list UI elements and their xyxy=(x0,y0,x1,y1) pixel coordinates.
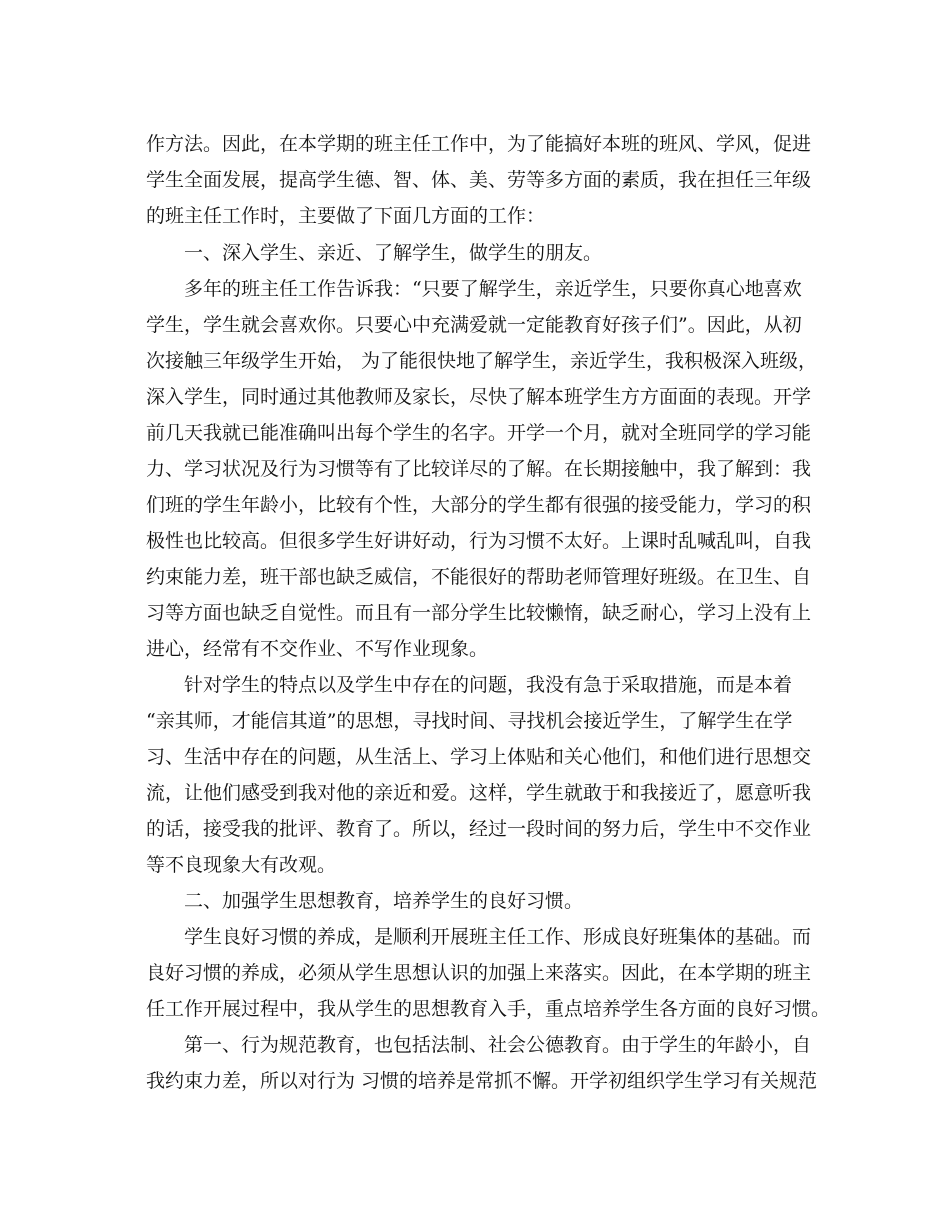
body-text-line: 力、学习状况及行为习惯等有了比较详尽的了解。在长期接触中，我了解到：我 xyxy=(146,458,812,480)
body-text-line: 学生良好习惯的养成，是顺利开展班主任工作、形成良好班集体的基础。而 xyxy=(184,926,812,948)
section-heading: 二、加强学生思想教育，培养学生的良好习惯。 xyxy=(184,890,584,912)
body-text-line: 们班的学生年龄小，比较有个性，大部分的学生都有很强的接受能力，学习的积 xyxy=(146,494,812,516)
body-text-line: 良好习惯的养成，必须从学生思想认识的加强上来落实。因此，在本学期的班主 xyxy=(146,962,812,984)
section-heading: 一、深入学生、亲近、了解学生，做学生的朋友。 xyxy=(184,242,603,264)
body-text-line: 前几天我就已能准确叫出每个学生的名字。开学一个月，就对全班同学的学习能 xyxy=(146,422,812,444)
body-text-line: 的班主任工作时，主要做了下面几方面的工作： xyxy=(146,205,546,227)
body-text-line: 等不良现象大有改观。 xyxy=(146,854,337,876)
body-text-line: 习、生活中存在的问题，从生活上、学习上体贴和关心他们，和他们进行思想交 xyxy=(146,746,812,768)
body-text-line: 针对学生的特点以及学生中存在的问题，我没有急于采取措施，而是本着 xyxy=(184,674,793,696)
body-text-line: 作方法。因此，在本学期的班主任工作中，为了能搞好本班的班风、学风，促进 xyxy=(146,133,812,155)
body-text-line: 学生，学生就会喜欢你。只要心中充满爱就一定能教育好孩子们”。因此，从初 xyxy=(146,314,802,336)
body-text-line: 第一、行为规范教育，也包括法制、社会公德教育。由于学生的年龄小，自 xyxy=(184,1034,812,1056)
body-text-line: 进心，经常有不交作业、不写作业现象。 xyxy=(146,638,489,660)
body-text-line: 的话，接受我的批评、教育了。所以，经过一段时间的努力后，学生中不交作业 xyxy=(146,818,812,840)
body-text-line: 次接触三年级学生开始， 为了能很快地了解学生，亲近学生，我积极深入班级， xyxy=(146,350,818,372)
body-text-line: 约束能力差，班干部也缺乏威信，不能很好的帮助老师管理好班级。在卫生、自 xyxy=(146,566,812,588)
body-text-line: “亲其师，才能信其道”的思想，寻找时间、寻找机会接近学生，了解学生在学 xyxy=(146,710,793,732)
body-text-line: 极性也比较高。但很多学生好讲好动，行为习惯不太好。上课时乱喊乱叫，自我 xyxy=(146,530,812,552)
body-text-line: 习等方面也缺乏自觉性。而且有一部分学生比较懒惰，缺乏耐心，学习上没有上 xyxy=(146,602,812,624)
body-text-line: 我约束力差，所以对行为 习惯的培养是常抓不懈。开学初组织学生学习有关规范 xyxy=(146,1070,818,1092)
body-text-line: 深入学生，同时通过其他教师及家长，尽快了解本班学生方方面面的表现。开学 xyxy=(146,386,812,408)
body-text-line: 多年的班主任工作告诉我：“只要了解学生，亲近学生，只要你真心地喜欢 xyxy=(184,278,802,300)
body-text-line: 流，让他们感受到我对他的亲近和爱。这样，学生就敢于和我接近了，愿意听我 xyxy=(146,782,812,804)
body-text-line: 任工作开展过程中，我从学生的思想教育入手，重点培养学生各方面的良好习惯。 xyxy=(146,998,831,1020)
body-text-line: 学生全面发展，提高学生德、智、体、美、劳等多方面的素质，我在担任三年级 xyxy=(146,169,812,191)
